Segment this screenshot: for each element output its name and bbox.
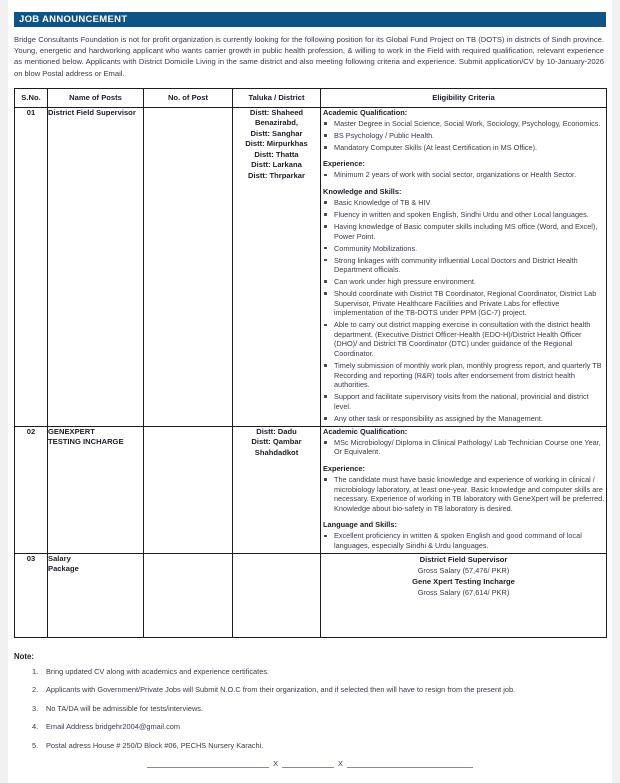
cell-sno: 02 [15,426,48,553]
taluka-line: Distt: Larkana [251,160,302,170]
criteria-section-heading: Knowledge and Skills: [323,186,402,196]
criteria-item: MSc Microbiology/ Diploma in Clinical Pathology/ Lab Technician Course one Year, Or Equivalent. [321,438,606,457]
cell-taluka-district [233,107,321,426]
criteria-item: Any other task or responsibility as assigned by the Management. [321,414,606,424]
page-title: JOB ANNOUNCEMENT [19,14,128,25]
taluka-line: Distt: Sanghar [250,128,303,138]
signature-row [14,759,606,768]
notes-title: Note: [14,651,34,661]
taluka-line: Distt: Dadu [256,426,297,436]
cell-eligibility-criteria [321,107,607,426]
criteria-section-heading: Experience: [323,159,365,169]
criteria-item: Able to carry out district mapping exercise in consultation with the district health department, (Executive District Officer-Health (EDO-H)/District Health Officer (DHO)/ and District TB Coordinator (DTC) under guidance of the Regional Coordinator. [321,320,606,358]
criteria-section-heading: Academic Qualification: [323,426,408,436]
signature-line-middle [282,759,334,768]
salary-post-title: Gene Xpert Testing Incharge [412,576,515,586]
criteria-item: Should coordinate with District TB Coordinator, Regional Coordinator, District Lab Supervisor, Private Healthcare Facilities and Private Labs for effective implementation of the TB-DOTS under PPM (GC-7) project. [321,289,606,318]
criteria-item: Support and facilitate supervisory visits from the national, provincial and district level. [321,392,606,411]
criteria-item: Master Degree in Social Science, Social Work, Sociology, Psychology, Economics. [321,119,606,129]
cell-no-of-post [144,426,233,553]
criteria-item: Fluency in written and spoken English, Sindhi Urdu and other Local languages. [321,210,606,220]
column-header-taluka-district: Taluka / District [233,88,321,107]
cell-post-name [48,426,144,553]
criteria-list [321,119,606,153]
criteria-section-heading: Experience: [323,463,365,473]
taluka-line: Distt: Thrparkar [248,170,305,180]
note-item [14,685,606,695]
taluka-line: Distt: Qambar [251,437,302,447]
note-item [14,704,606,714]
cell-post-name [48,553,144,637]
page-content [14,0,606,768]
table-header [15,88,607,107]
criteria-item: Community Mobilizations. [321,244,606,254]
cell-no-of-post [144,553,233,637]
note-number: 3. [32,703,39,713]
table-row [15,107,607,426]
criteria-item: Timely submission of monthly work plan, monthly progress report, and quarterly TB Recording and reporting (R&R) tools after endorsement from district health authorities. [321,361,606,390]
table-body [15,107,607,637]
table-row [15,553,607,637]
cell-post-name: District Field Supervisor [48,107,144,426]
criteria-list [321,438,606,457]
note-text: Email Address bridgehr2004@gmail.com [46,722,181,732]
table-row [15,426,607,553]
note-text: No TA/DA will be admissible for tests/interviews. [46,703,204,713]
salary-gross-value: Gross Salary (57,476/ PKR) [417,565,510,575]
cell-sno: 03 [15,553,48,637]
criteria-item: Can work under high pressure environment. [321,277,606,287]
criteria-section-heading: Academic Qualification: [323,107,408,117]
cell-eligibility-criteria [321,426,607,553]
taluka-line: Benazirabd, [254,118,299,128]
criteria-item: BS Psychology / Public Health. [321,131,606,141]
criteria-list [321,531,606,550]
post-name-line: Package [48,564,79,574]
signature-line-left [147,759,269,768]
criteria-item: Minimum 2 years of work with social sector, organizations or Health Sector. [321,170,606,180]
taluka-line: Shahdadkot [254,447,299,457]
note-text: Bring updated CV along with academics and experience certificates. [46,666,270,676]
note-number: 1. [32,666,39,676]
cell-no-of-post [144,107,233,426]
jobs-table [14,88,607,638]
cell-taluka-district [233,553,321,637]
column-header-sno: S.No. [15,88,48,107]
note-text: Applicants with Government/Private Jobs will Submit N.O.C from their organization, and if selected then will have to resign from the present job. [46,685,516,695]
note-number: 2. [32,685,39,695]
criteria-list [321,198,606,423]
note-item [14,667,606,677]
page-gutter-left [0,0,8,783]
intro-paragraph: Bridge Consultants Foundation is not for profit organization is currently looking for the following position for its Global Fund Project on TB (DOTS) in districts of Sindh province. Young, energetic and hardworking applicant who wants carrier growth in public health profession, & willing to work in the Field with required qualification, relevant experience as mentioned below. Applicants with District Domicile Living in the same district and also meeting following criteria and experience. Submit application/CV by 10-January-2026 on blow Postal address or Email. [14,35,604,78]
criteria-list [321,170,606,180]
notes-section [14,652,606,769]
column-header-eligibility-criteria: Eligibility Criteria [321,88,607,107]
post-name-line: GENEXPERT [48,426,95,436]
salary-gross-value: Gross Salary (67,614/ PKR) [417,587,510,597]
criteria-item: Excellent proficiency in written & spoken English and good command of local languages, especially Sindhi & Urdu languages. [321,531,606,550]
criteria-item: Having knowledge of Basic computer skills including MS office (Word, and Excel), Power Point. [321,222,606,241]
cell-salary-package [321,553,607,637]
note-text: Postal adress House # 250/D Block #06, PECHS Nursery Karachi. [46,740,264,750]
salary-post-title: District Field Supervisor [419,554,508,564]
criteria-section-heading: Language and Skills: [323,520,397,530]
page-gutter-right [612,0,620,783]
cell-sno: 01 [15,107,48,426]
signature-mark-right: X [338,759,343,769]
post-name-line: Salary [48,553,71,563]
criteria-item: Basic Knowledge of TB & HIV [321,198,606,208]
table-header-row [15,88,607,107]
cell-taluka-district [233,426,321,553]
criteria-item: Mandatory Computer Skills (At least Certification in MS Office). [321,143,606,153]
note-number: 5. [32,740,39,750]
signature-mark-left: X [273,759,278,769]
note-item [14,741,606,751]
taluka-line: Distt: Mirpurkhas [245,139,308,149]
announcement-header-bar [14,12,606,27]
taluka-line: Distt: Thatta [254,149,299,159]
criteria-list [321,475,606,513]
column-header-no-of-post: No. of Post [144,88,233,107]
column-header-name-of-posts: Name of Posts [48,88,144,107]
criteria-item: Strong linkages with community influential Local Doctors and District Health Department officials. [321,256,606,275]
note-item [14,722,606,732]
post-name-line: TESTING INCHARGE [48,437,124,447]
note-number: 4. [32,722,39,732]
signature-line-right [347,759,473,768]
criteria-item: The candidate must have basic knowledge and experience of working in clinical / microbiology laboratory, at least one-year. Basic knowledge and computer skills are necessary. Experience of working in TB laboratory with GeneXpert will be preferred. Knowledge about bio-safety in TB laboratory is desired. [321,475,606,513]
taluka-line: Distt: Shaheed [249,107,304,117]
notes-list [14,667,606,751]
